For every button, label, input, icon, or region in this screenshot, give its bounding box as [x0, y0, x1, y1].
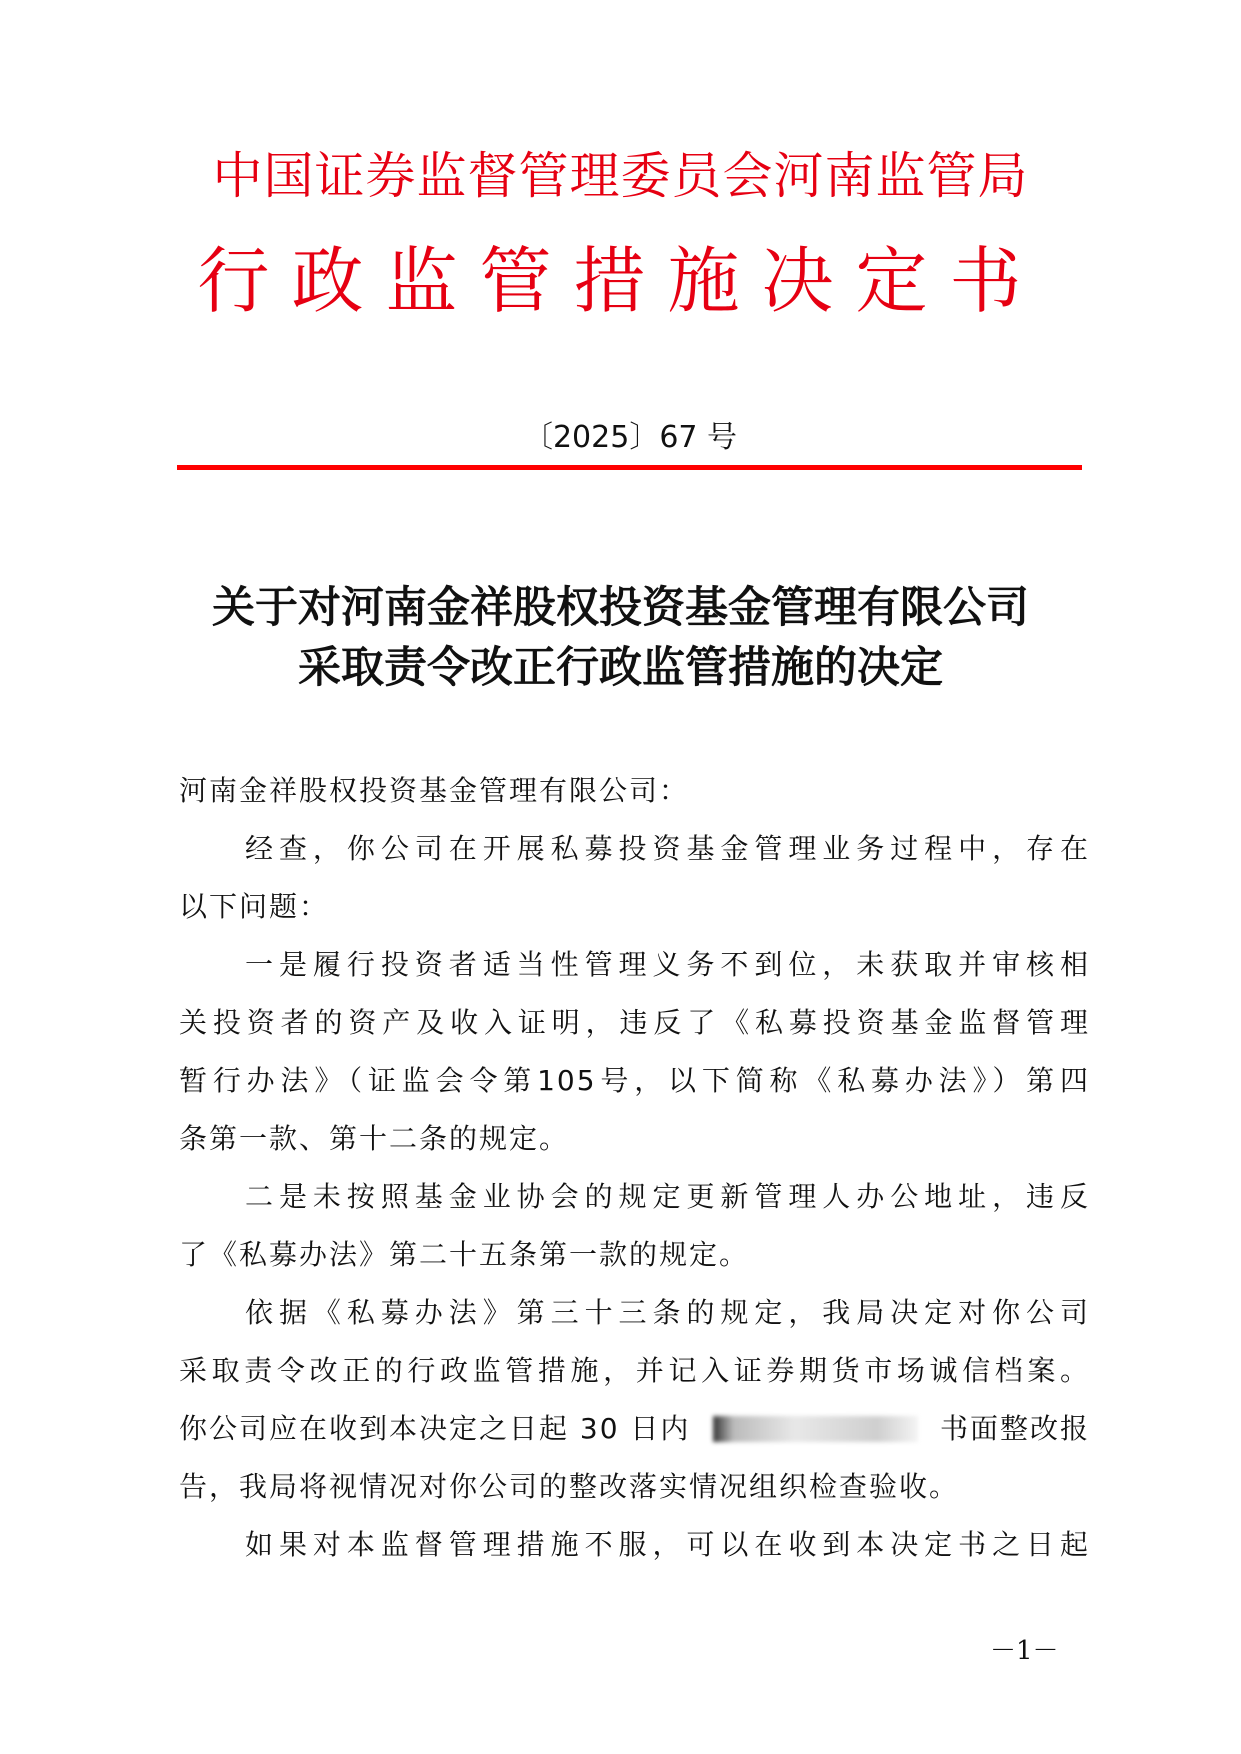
paragraph-line: 了《私募办法》第二十五条第一款的规定。 [179, 1238, 750, 1271]
paragraph-line: 关投资者的资产及收入证明，违反了《私募投资基金监督管理 [179, 1006, 1090, 1039]
paragraph-line: 告，我局将视情况对你公司的整改落实情况组织检查验收。 [179, 1470, 960, 1503]
paragraph-line: 二是未按照基金业协会的规定更新管理人办公地址，违反 [245, 1180, 1090, 1213]
addressee: 河南金祥股权投资基金管理有限公司： [179, 774, 690, 807]
paragraph-line: 经查，你公司在开展私募投资基金管理业务过程中，存在 [245, 832, 1090, 865]
subject-line-2: 采取责令改正行政监管措施的决定 [298, 643, 943, 693]
subject-line-1: 关于对河南金祥股权投资基金管理有限公司 [212, 583, 1029, 633]
paragraph-line: 一是履行投资者适当性管理义务不到位，未获取并审核相 [245, 948, 1090, 981]
document-number: 〔2025〕67 号 [522, 420, 738, 455]
page-number: －1－ [990, 1636, 1059, 1666]
paragraph-line-redacted [179, 1400, 1090, 1458]
issuing-agency: 中国证券监督管理委员会河南监管局 [212, 147, 1029, 205]
paragraph-line: 以下问题： [179, 890, 330, 923]
line-text-after-redaction: 书面整改报 [939, 1412, 1090, 1445]
document-body [179, 762, 1090, 1574]
paragraph-line: 如果对本监督管理措施不服，可以在收到本决定书之日起 [245, 1528, 1090, 1561]
paragraph-line: 依据《私募办法》第三十三条的规定，我局决定对你公司 [245, 1296, 1090, 1329]
paragraph-line: 条第一款、第十二条的规定。 [179, 1122, 570, 1155]
document-subject [0, 578, 1241, 698]
document-type-title: 行政监管措施决定书 [197, 239, 1044, 323]
paragraph-line: 暂行办法》（证监会令第105号，以下简称《私募办法》）第四 [179, 1064, 1090, 1097]
red-divider-line [177, 465, 1082, 470]
paragraph-line: 采取责令改正的行政监管措施，并记入证券期货市场诚信档案。 [179, 1354, 1090, 1387]
line-text-before-redaction: 你公司应在收到本决定之日起 30 日内 [179, 1412, 691, 1445]
redacted-blur [713, 1416, 918, 1442]
